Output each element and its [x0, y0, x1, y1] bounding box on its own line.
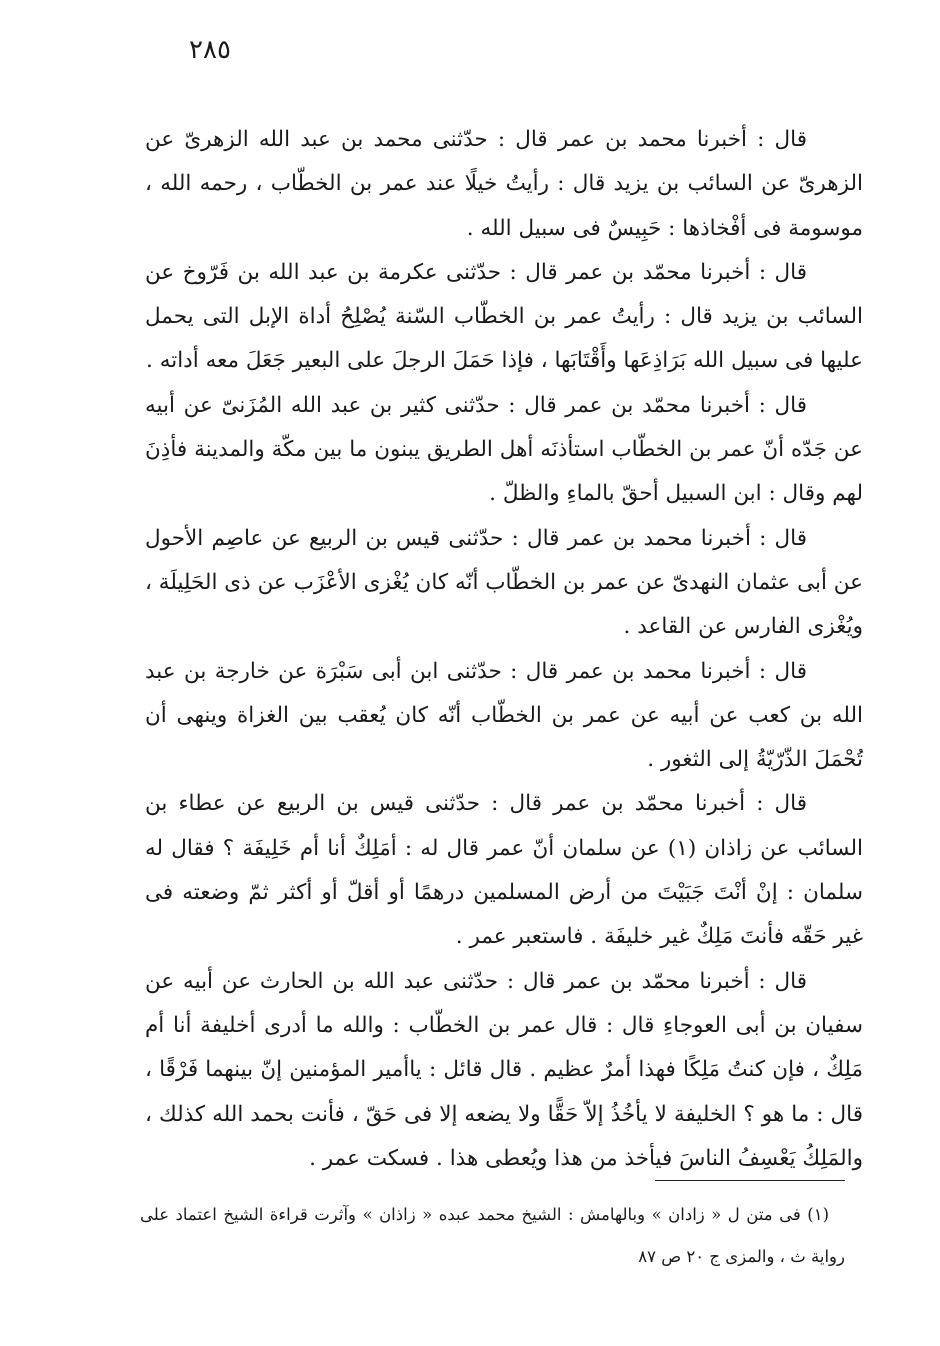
paragraph-2: قال : أخبرنا محمّد بن عمر قال : حدّثنى عكرمة بن عبد الله بن فَرّوخ عن السائب بن يزيد قال : رأيتُ عمر بن الخطّاب السّنة يُصْلِحُ أداة الإبل التى يحمل عليها فى سبيل الله بَرَاذِعَها وأَقْتَابَها ، فإذا حَمَلَ الرجلَ على البعير جَعَلَ معه أداته . — [145, 259, 863, 374]
paragraph-6: قال : أخبرنا محمّد بن عمر قال : حدّثنى قيس بن الربيع عن عطاء بن السائب عن زاذان (١) عن سلمان أنّ عمر قال له : أمَلِكٌ أنا أم خَلِيفَة ؟ فقال له سلمان : إنْ أنْتَ جَبَيْتَ من أرض المسلمين درهمًا أو أقلّ أو أكثر ثمّ وضعته فى غير حَقّه فأنتَ مَلِكٌ غير خليفَة . فاستعبر عمر . — [145, 791, 863, 950]
main-text-body — [145, 118, 863, 1181]
footnote-text: (١) فى متن ل « زادان » وبالهامش : الشيخ محمد عبده « زاذان » وآثرت قراءة الشيخ اعتماد على رواية ث ، والمزى ج ٢٠ ص ٨٧ — [140, 1205, 845, 1266]
paragraph-1: قال : أخبرنا محمد بن عمر قال : حدّثنى محمد بن عبد الله الزهرىّ عن الزهرىّ عن السائب بن يزيد قال : رأيتُ خيلًا عند عمر بن الخطّاب ، رحمه الله ، موسومة فى أفْخاذها : حَبِيسٌ فى سبيل الله . — [145, 127, 863, 241]
paragraph-5: قال : أخبرنا محمد بن عمر قال : حدّثنى ابن أبى سَبْرَة عن خارجة بن عبد الله بن كعب عن أبيه عن عمر بن الخطّاب أنّه كان يُعقب بين الغزاة وينهى أن تُحْمَلَ الذّرّيّةُ إلى الثغور . — [145, 658, 863, 773]
paragraph-7: قال : أخبرنا محمّد بن عمر قال : حدّثنى عبد الله بن الحارث عن أبيه عن سفيان بن أبى العوجاءِ قال : قال عمر بن الخطّاب : والله ما أدرى أخليفة أنا أم مَلِكٌ ، فإن كنتُ مَلِكًا فهذا أمرٌ عظيم . قال قائل : ياأمير المؤمنين إنّ بينهما فَرْقًا ، قال : ما هو ؟ الخليفة لا يأخُذُ إلاّ حَقًّا ولا يضعه إلا فى حَقّ ، فأنت بحمد الله كذلك ، والمَلِكُ يَعْسِفُ الناسَ فيأخذ من هذا ويُعطى هذا . فسكت عمر . — [145, 968, 863, 1171]
paragraph-4: قال : أخبرنا محمد بن عمر قال : حدّثنى قيس بن الربيع عن عاصِم الأحول عن أبى عثمان النهدىّ عن عمر بن الخطّاب أنّه كان يُغْزى الأعْزَب عن ذى الحَلِيلَة ، ويُغْزى الفارس عن القاعد . — [145, 525, 863, 640]
footnote-divider — [655, 1180, 845, 1181]
footnote — [140, 1194, 845, 1278]
paragraph-3: قال : أخبرنا محمّد بن عمر قال : حدّثنى كثير بن عبد الله المُزَنىّ عن أبيه عن جَدّه أنّ عمر بن الخطّاب استأذنَه أهل الطريق يبنون ما بين مكّة والمدينة فأذِنَ لهم وقال : ابن السبيل أحقّ بالماءِ والظلّ . — [145, 392, 863, 507]
page-number: ٢٨٥ — [189, 35, 231, 65]
